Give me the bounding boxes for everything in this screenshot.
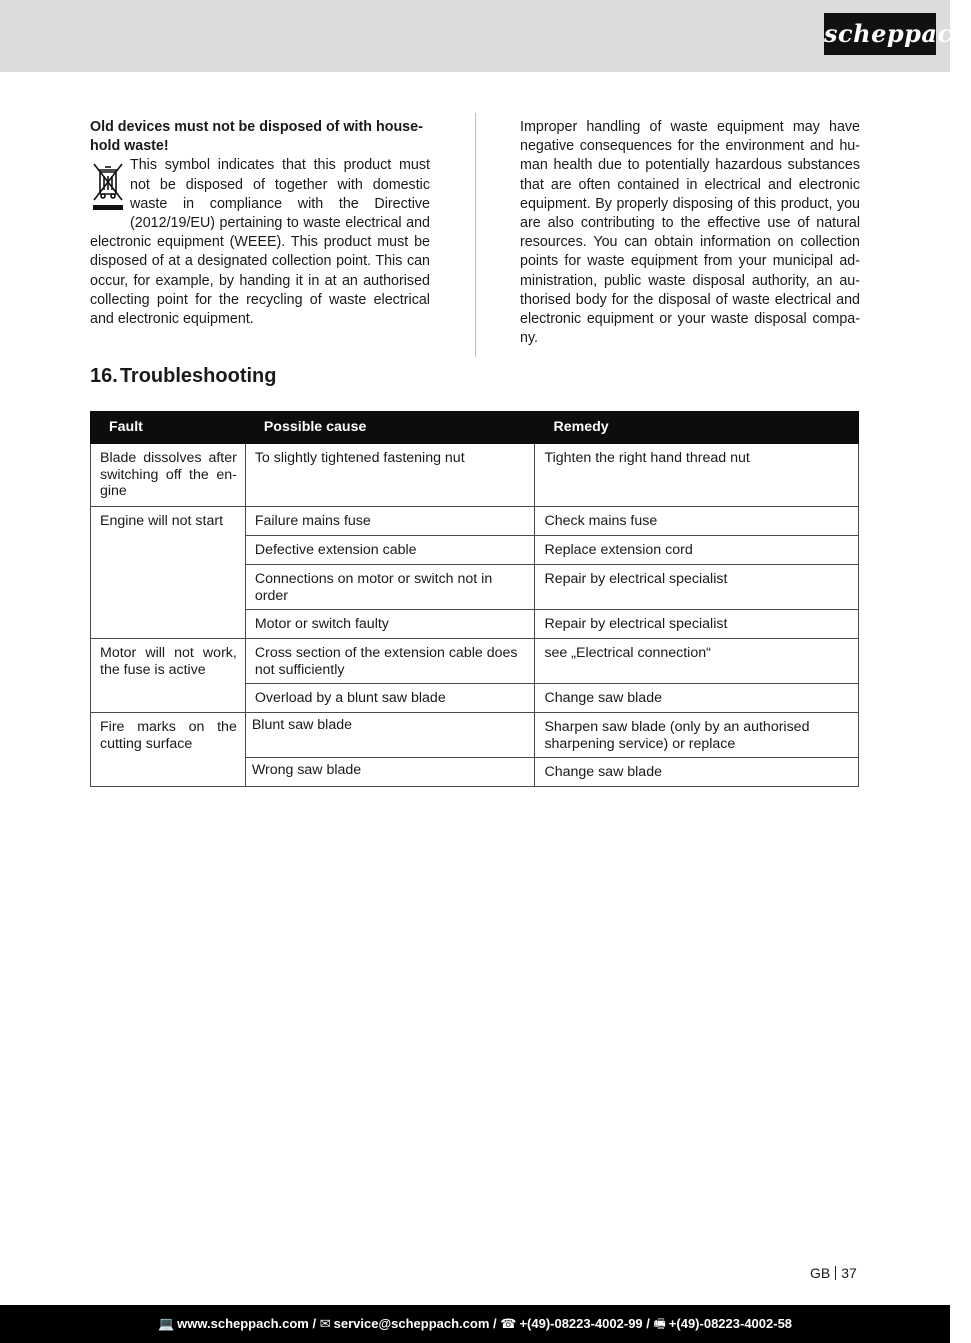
footer-band (0, 1305, 950, 1343)
remedy-cell: Change saw blade (535, 684, 859, 713)
header-remedy: Remedy (535, 412, 859, 444)
fax-icon: 🖷 (653, 1316, 666, 1331)
header-possible-cause: Possible cause (245, 412, 535, 444)
page-language: GB (810, 1265, 831, 1281)
section-title (90, 362, 276, 390)
fault-cell: Motor will not work, the fuse is active (91, 639, 246, 713)
table-row (91, 507, 859, 536)
troubleshooting-table (90, 411, 859, 787)
disposal-heading: Old devices must not be disposed of with house-hold waste! (90, 119, 423, 155)
remedy-cell: Tighten the right hand thread nut (535, 444, 859, 507)
footer-separator: / (642, 1316, 654, 1331)
section-number: 16. (90, 365, 118, 387)
cause-cell: Failure mains fuse (245, 507, 535, 536)
footer-separator: / (489, 1316, 501, 1331)
disposal-paragraph-right: Improper handling of waste equipment may have negative consequences for the environment and hu-man health due to potentially hazardous substances that are often contained in electrical and electronic equipment. By properly disposing of this product, you are also contributing to the effective use of natural resources. You can obtain information on collection points for waste equipment from your municipal ad-ministration, public waste disposal authority, an au-thorised body for the disposal of waste electrical and electronic equipment or your waste disposal compa-ny. (520, 119, 860, 347)
cause-cell: Blunt saw blade (245, 713, 535, 758)
disposal-paragraph-left: This symbol indicates that this product must not be disposed of together with domestic waste in compliance with the Directive (2012/19/EU) pertaining to waste electrical and electronic equipment (WEEE). This product must be disposed of at a designated collection point. This can occur, for example, by handing it in at an authorised collecting point for the recycling of waste electrical and electronic equipment. (90, 157, 430, 328)
mail-icon: ✉ (319, 1316, 331, 1331)
scheppach-logo: scheppach (824, 13, 936, 55)
cause-cell: Motor or switch faulty (245, 610, 535, 639)
page-number (810, 1264, 857, 1282)
fault-cell: Engine will not start (91, 507, 246, 639)
page-number-value: 37 (841, 1265, 857, 1281)
crossed-out-bin-icon (90, 158, 126, 216)
footer-fax: +(49)-08223-4002-58 (668, 1316, 793, 1331)
table-row (91, 713, 859, 758)
disposal-right-column (520, 118, 860, 348)
disposal-left-column (90, 118, 430, 329)
remedy-cell: Replace extension cord (535, 536, 859, 565)
computer-icon: 💻 (157, 1316, 175, 1331)
section-title-text: Troubleshooting (119, 365, 277, 387)
footer-phone: +(49)-08223-4002-99 (519, 1316, 643, 1331)
footer-email[interactable]: service@scheppach.com (333, 1316, 490, 1331)
cause-cell: Wrong saw blade (245, 758, 535, 787)
remedy-cell: Check mains fuse (535, 507, 859, 536)
remedy-cell: see „Electrical connection“ (535, 639, 859, 684)
header-band (0, 0, 971, 72)
column-divider (475, 113, 476, 357)
fault-cell: Fire marks on the cutting surface (91, 713, 246, 787)
cause-cell: To slightly tightened fastening nut (245, 444, 535, 507)
table-row (91, 444, 859, 507)
cause-cell: Overload by a blunt saw blade (245, 684, 535, 713)
page-number-separator (835, 1266, 836, 1280)
remedy-cell: Repair by electrical specialist (535, 610, 859, 639)
remedy-cell: Repair by electrical specialist (535, 565, 859, 610)
cause-cell: Cross section of the extension cable does not sufficiently (245, 639, 535, 684)
fault-cell: Blade dissolves after switching off the en-gine (91, 444, 246, 507)
table-row (91, 639, 859, 684)
cause-cell: Connections on motor or switch not in order (245, 565, 535, 610)
footer-website[interactable]: www.scheppach.com (177, 1316, 309, 1331)
cause-cell: Defective extension cable (245, 536, 535, 565)
remedy-cell: Sharpen saw blade (only by an authorised sharpening service) or replace (535, 713, 859, 758)
remedy-cell: Change saw blade (535, 758, 859, 787)
phone-icon: ☎ (500, 1316, 517, 1331)
footer-separator: / (308, 1316, 320, 1331)
header-fault: Fault (91, 412, 246, 444)
table-header-row (91, 412, 859, 444)
